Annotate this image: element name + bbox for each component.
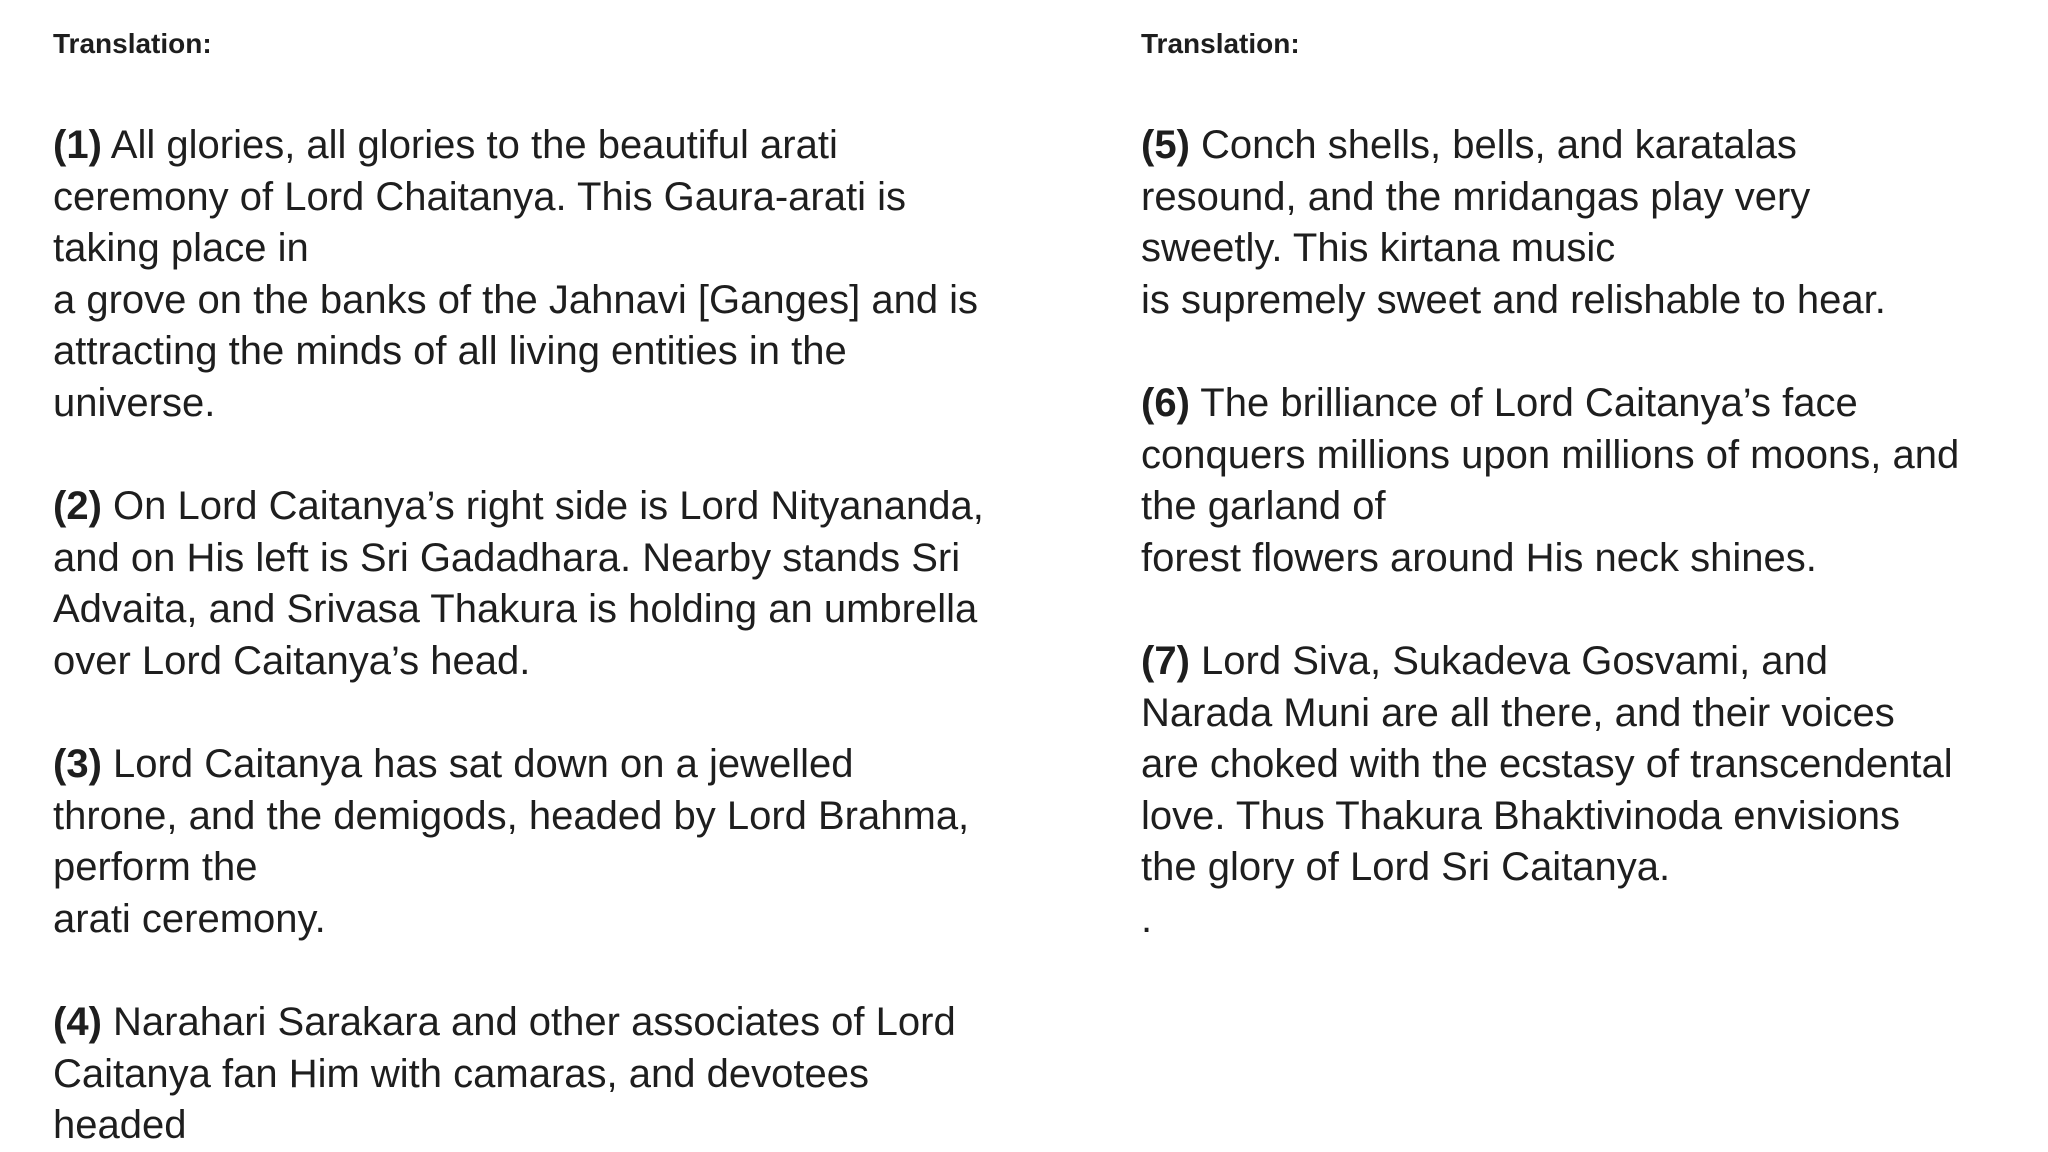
verse-line	[53, 481, 1073, 533]
verse-line: the glory of Lord Sri Caitanya.	[1141, 845, 1671, 889]
verse-line: love. Thus Thakura Bhaktivinoda envisions	[1141, 793, 1900, 838]
verse-line: Advaita, and Srivasa Thakura is holding an umbrella	[53, 587, 978, 631]
verse-line	[1141, 120, 2041, 172]
verse-line: forest flowers around His neck shines.	[1141, 535, 1817, 580]
verse-line	[53, 997, 1073, 1049]
verse-number: (5)	[1141, 123, 1190, 167]
verse-line	[53, 739, 1073, 791]
left-column	[53, 26, 1073, 1152]
verse-line: universe.	[53, 380, 216, 425]
verse-2	[53, 481, 1073, 687]
verse-line: sweetly. This kirtana music	[1141, 226, 1616, 270]
verse-line: a grove on the banks of the Jahnavi [Ganges] and is	[53, 277, 979, 322]
verse-line: perform the	[53, 845, 258, 889]
verse-text: Lord Caitanya has sat down on a jewelled	[113, 742, 854, 786]
verse-line: and on His left is Sri Gadadhara. Nearby stands Sri	[53, 535, 961, 580]
verse-text: Lord Siva, Sukadeva Gosvami, and	[1201, 639, 1829, 683]
verse-text: On Lord Caitanya’s right side is Lord Nityananda,	[113, 484, 984, 528]
left-heading: Translation:	[53, 28, 212, 59]
verse-5	[1141, 120, 2041, 326]
verse-line: ceremony of Lord Chaitanya. This Gaura-arati is	[53, 174, 906, 219]
verse-text: Conch shells, bells, and karatalas	[1201, 123, 1797, 167]
verse-text: The brilliance of Lord Caitanya’s face	[1200, 381, 1858, 425]
verse-number: (2)	[53, 484, 102, 528]
right-column	[1141, 26, 2041, 945]
verse-1	[53, 120, 1073, 429]
verse-7	[1141, 636, 2041, 894]
verse-text: All glories, all glories to the beautiful arati	[110, 123, 838, 167]
verse-line: headed	[53, 1103, 187, 1147]
verse-line: Narada Muni are all there, and their voices	[1141, 690, 1895, 735]
trailing-mark: .	[1141, 896, 1153, 941]
verse-line: conquers millions upon millions of moons, and	[1141, 432, 1960, 477]
right-heading: Translation:	[1141, 28, 1300, 59]
verse-line	[53, 120, 1073, 172]
verse-number: (3)	[53, 742, 102, 786]
verse-number: (1)	[53, 123, 102, 167]
verse-line: throne, and the demigods, headed by Lord Brahma,	[53, 793, 970, 838]
verse-line: taking place in	[53, 226, 309, 270]
verse-line	[1141, 378, 2041, 430]
verse-number: (6)	[1141, 381, 1190, 425]
verse-3	[53, 739, 1073, 945]
verse-line: is supremely sweet and relishable to hear.	[1141, 277, 1886, 322]
verse-number: (4)	[53, 1000, 102, 1044]
verse-line: are choked with the ecstasy of transcendental	[1141, 742, 1953, 786]
verse-4	[53, 997, 1073, 1152]
verse-text: Narahari Sarakara and other associates of Lord	[113, 1000, 956, 1044]
verse-line: over Lord Caitanya’s head.	[53, 638, 531, 683]
verse-line: Caitanya fan Him with camaras, and devotees	[53, 1051, 869, 1096]
verse-6	[1141, 378, 2041, 584]
verse-number: (7)	[1141, 639, 1190, 683]
verse-line: resound, and the mridangas play very	[1141, 174, 1811, 219]
verse-line: arati ceremony.	[53, 896, 326, 941]
verse-line: the garland of	[1141, 484, 1386, 528]
verse-line	[1141, 636, 2041, 688]
verse-line: attracting the minds of all living entities in the	[53, 329, 847, 373]
